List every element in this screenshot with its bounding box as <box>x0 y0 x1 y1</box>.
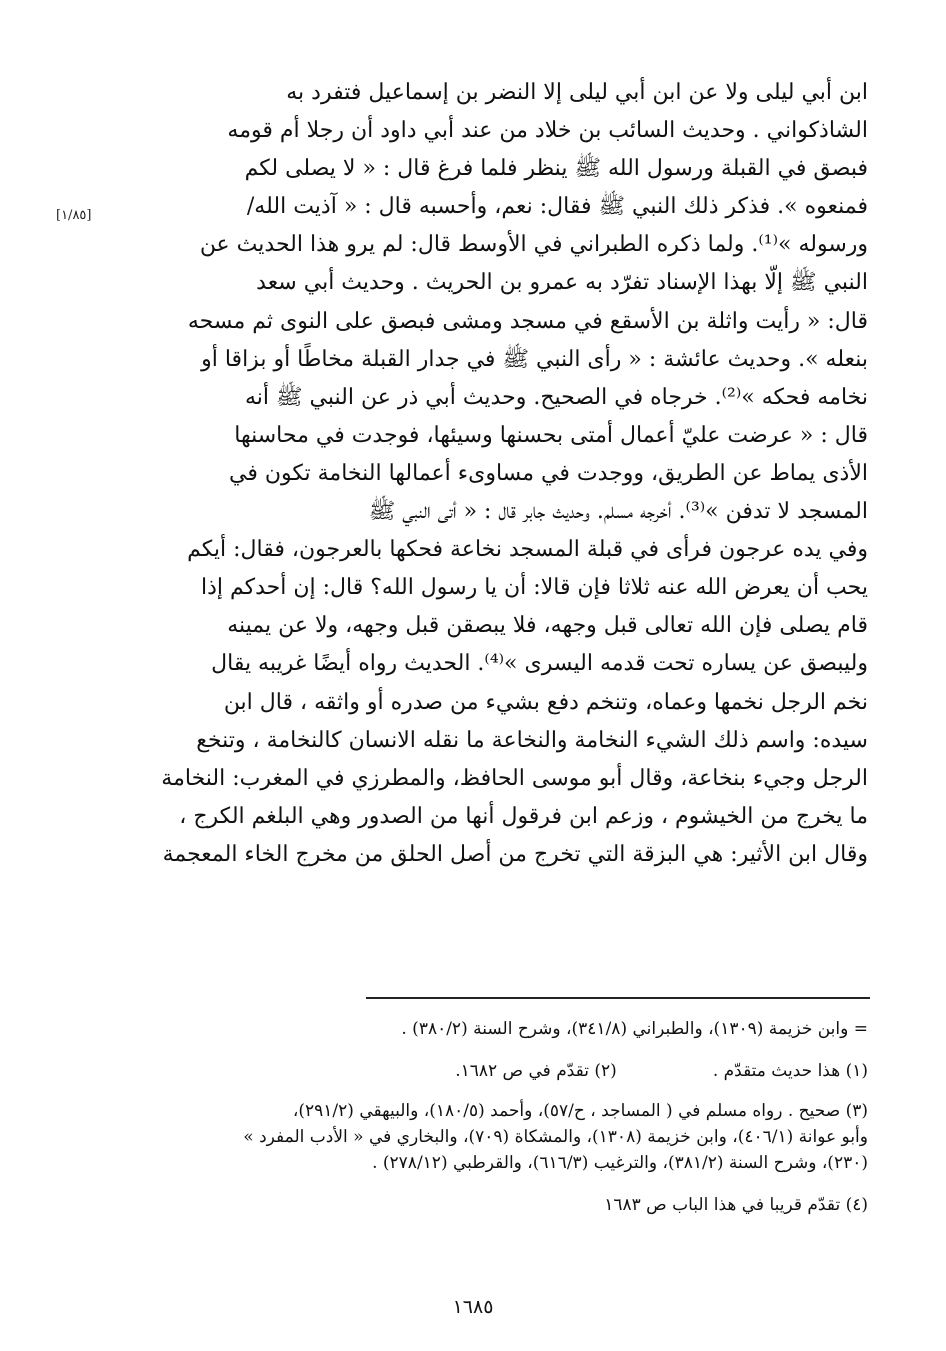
footnotes <box>128 1016 868 1234</box>
footnote-4 <box>128 1192 868 1218</box>
footnote-line: (٣) صحيح . رواه مسلم في ( المساجد ، ح/٥٧)، وأحمد (١٨٠/٥)، والبيهقي (٢٩١/٢)، <box>292 1101 868 1121</box>
text-line: سيده: واسم ذلك الشيء النخامة والنخاعة ما نقله الانسان كالنخامة ، وتنخع <box>196 727 868 753</box>
text-line: وليبصق عن يساره تحت قدمه اليسرى »⁽⁴⁾. الحديث رواه أيضًا غريبه يقال <box>211 651 868 677</box>
text-line: ابن أبي ليلى ولا عن ابن أبي ليلى إلا النضر بن إسماعيل فتفرد به <box>286 80 868 105</box>
text-line: المسجد لا تدفن »⁽³⁾. أخرجه مسلم. وحديث جابر قال : « أتى النبي ﷺ <box>368 499 868 525</box>
margin-reference: [١/٨٥] <box>56 208 92 223</box>
text-line: ورسوله »⁽¹⁾. ولما ذكره الطبراني في الأوسط قال: لم يرو هذا الحديث عن <box>199 232 868 258</box>
footnote-line: = وابن خزيمة (١٣٠٩)، والطبراني (٣٤١/٨)، وشرح السنة (٣٨٠/٢) . <box>401 1019 868 1039</box>
text-line: ما يخرج من الخيشوم ، وزعم ابن فرقول أنها من الصدور وهي البلغم الكرج ، <box>179 803 868 829</box>
text-line: وقال ابن الأثير: هي البزقة التي تخرج من أصل الحلق من مخرج الخاء المعجمة <box>162 841 868 867</box>
footnote-line: وأبو عوانة (٤٠٦/١)، وابن خزيمة (١٣٠٨)، والمشكاة (٧٠٩)، والبخاري في « الأدب المفرد » <box>243 1127 868 1147</box>
footnote-row <box>128 1058 868 1084</box>
text-line: الشاذكواني . وحديث السائب بن خلاد من عند أبي داود أن رجلا أم قومه <box>227 118 868 144</box>
footnote-divider <box>366 997 870 999</box>
text-line: نخامه فحكه »⁽²⁾. خرجاه في الصحيح. وحديث أبي ذر عن النبي ﷺ أنه <box>244 384 868 410</box>
text-line: الرجل وجيء بنخاعة، وقال أبو موسى الحافظ، والمطرزي في المغرب: النخامة <box>161 765 868 791</box>
page-number: ١٦٨٥ <box>452 1296 494 1318</box>
text-line: قال: « رأيت واثلة بن الأسقع في مسجد ومشى فبصق على النوى ثم مسحه <box>187 308 868 334</box>
text-line: بنعله ». وحديث عائشة : « رأى النبي ﷺ في جدار القبلة مخاطًا أو بزاقا أو <box>201 346 868 372</box>
text-line: النبي ﷺ إلّا بهذا الإسناد تفرّد به عمرو بن الحريث . وحديث أبي سعد <box>256 270 868 296</box>
text-line: فمنعوه ». فذكر ذلك النبي ﷺ فقال: نعم، وأحسبه قال : « آذيت الله/ <box>246 194 868 220</box>
main-text-body <box>136 74 868 874</box>
text-line: قام يصلى فإن الله تعالى قبل وجهه، فلا يبصقن قبل وجهه، ولا عن يمينه <box>227 613 868 639</box>
text-line: الأذى يماط عن الطريق، ووجدت في مساوىء أعمالها النخامة تكون في <box>229 460 868 486</box>
text-line: يحب أن يعرض الله عنه ثلاثا فإن قالا: أن يا رسول الله؟ قال: إن أحدكم إذا <box>200 575 868 601</box>
footnote-3 <box>128 1098 868 1176</box>
footnote-2: (٢) تقدّم في ص ١٦٨٢. <box>455 1061 617 1081</box>
footnote-line: (٢٣٠)، وشرح السنة (٣٨١/٢)، والترغيب (٦١٦/٣)، والقرطبي (٢٧٨/١٢) . <box>372 1153 868 1173</box>
footnote-continuation <box>128 1016 868 1042</box>
text-line: فبصق في القبلة ورسول الله ﷺ ينظر فلما فرغ قال : « لا يصلى لكم <box>244 156 868 182</box>
footnote-1: (١) هذا حديث متقدّم . <box>712 1061 868 1081</box>
footnote-line: (٤) تقدّم قريبا في هذا الباب ص ١٦٨٣ <box>604 1195 868 1215</box>
text-line: نخم الرجل نخمها وعماه، وتنخم دفع بشيء من صدره أو واثقه ، قال ابن <box>223 689 868 715</box>
text-line: قال : « عرضت عليّ أعمال أمتى بحسنها وسيئها، فوجدت في محاسنها <box>234 422 868 448</box>
text-line: وفي يده عرجون فرأى في قبلة المسجد نخاعة فحكها بالعرجون، فقال: أيكم <box>187 537 868 563</box>
